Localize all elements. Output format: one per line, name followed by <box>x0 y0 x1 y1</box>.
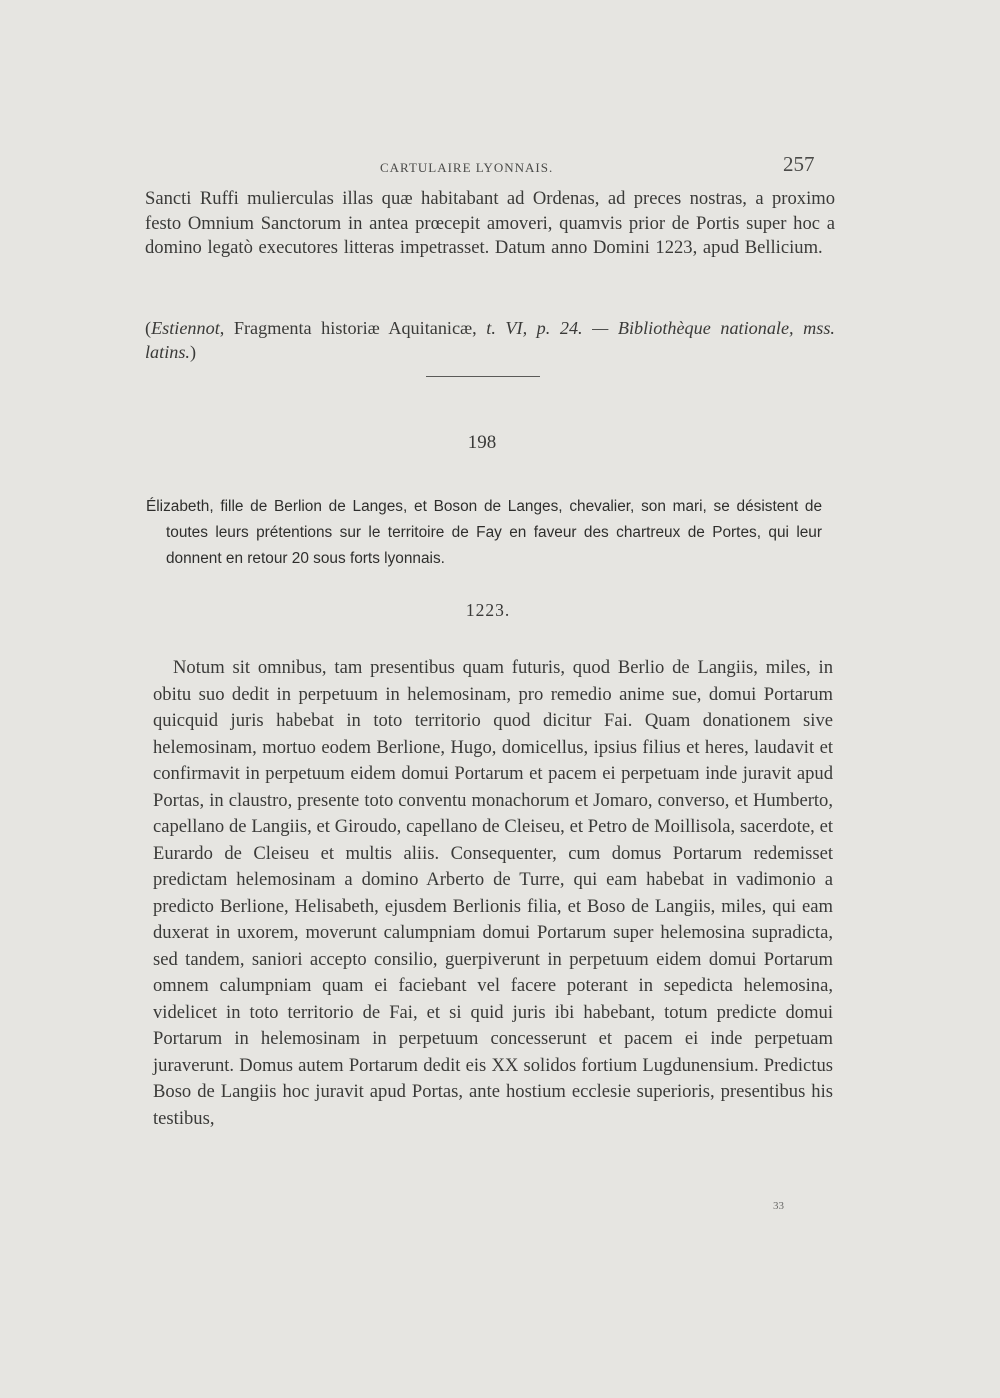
section-divider <box>426 376 540 377</box>
document-summary: Élizabeth, fille de Berlion de Langes, et Boson de Langes, chevalier, son mari, se désistent de toutes leurs prétentions sur le territoire de Fay en faveur des chartreux de Portes, qui leur donnent en retour 20 sous forts lyonnais. <box>146 498 822 567</box>
source-close-paren: ) <box>189 342 197 362</box>
document-number <box>0 432 1000 454</box>
document-number-text: 198 <box>467 432 497 453</box>
page-number: 257 <box>783 152 815 176</box>
charter-text: Notum sit omnibus, tam presentibus quam futuris, quod Berlio de Langiis, miles, in obitu suo dedit in perpetuum in helemosinam, pro remedio anime sue, domui Portarum quicquid juris habebat in toto territorio quod dicitur Fai. Quam donationem sive helemosinam, mortuo eodem Berlione, Hugo, domicellus, ipsius filius et heres, laudavit et confirmavit in perpetuum eidem domui Portarum et pacem ei perpetuam inde juravit apud Portas, in claustro, presente toto conventu monachorum et Jomaro, converso, et Humberto, capellano de Langiis, et Giroudo, capellano de Cleiseu, et Petro de Moillisola, sacerdote, et Eurardo de Cleiseu et multis aliis. Consequenter, cum domus Portarum redemisset predictam helemosinam a domino Arberto de Turre, qui eam habebat in vadimonio a predicto Berlione, Helisabeth, ejusdem Berlionis filia, et Boso de Langiis, miles, qui eam duxerat in uxorem, moverunt calumpniam domui Portarum super helemosina supradicta, sed tandem, saniori accepto consilio, guerpiverunt in perpetuum eidem domui Portarum omnem calumpniam quam ei faciebant vel facere poterant in sepedicta helemosina, videlicet in toto territorio de Fai, et si quid juris ibi habebant, totum predicte domui Portarum in helemosinam in perpetuum concesserunt et pacem ei inde perpetuam juraverunt. Domus autem Portarum dedit eis XX solidos fortium Lugdunensium. Predictus Boso de Langiis hoc juravit apud Portas, ante hostium ecclesie superioris, presentibus his testibus, <box>153 657 833 1129</box>
source-author: Estiennot <box>151 318 220 338</box>
document-date <box>0 600 1000 621</box>
source-title: , Fragmenta historiæ Aquitanicæ, <box>219 318 487 338</box>
source-open-paren: ( <box>145 318 152 338</box>
document-date-text: 1223. <box>465 600 511 620</box>
printer-signature: 33 <box>773 1200 784 1212</box>
source-reference: t. VI, p. 24. — Bibliothèque nationale, mss. latins. <box>145 318 835 362</box>
previous-document-text: Sancti Ruffi mulierculas illas quæ habitabant ad Ordenas, ad preces nostras, a proximo festo Omnium Sanctorum in antea prœcepit amoveri, quamvis prior de Portis super hoc a domino legatò executores litteras impetrasset. Datum anno Domini 1223, apud Bellicium. <box>145 188 835 258</box>
source-citation <box>145 316 835 364</box>
running-title: CARTULAIRE LYONNAIS. <box>380 160 554 175</box>
